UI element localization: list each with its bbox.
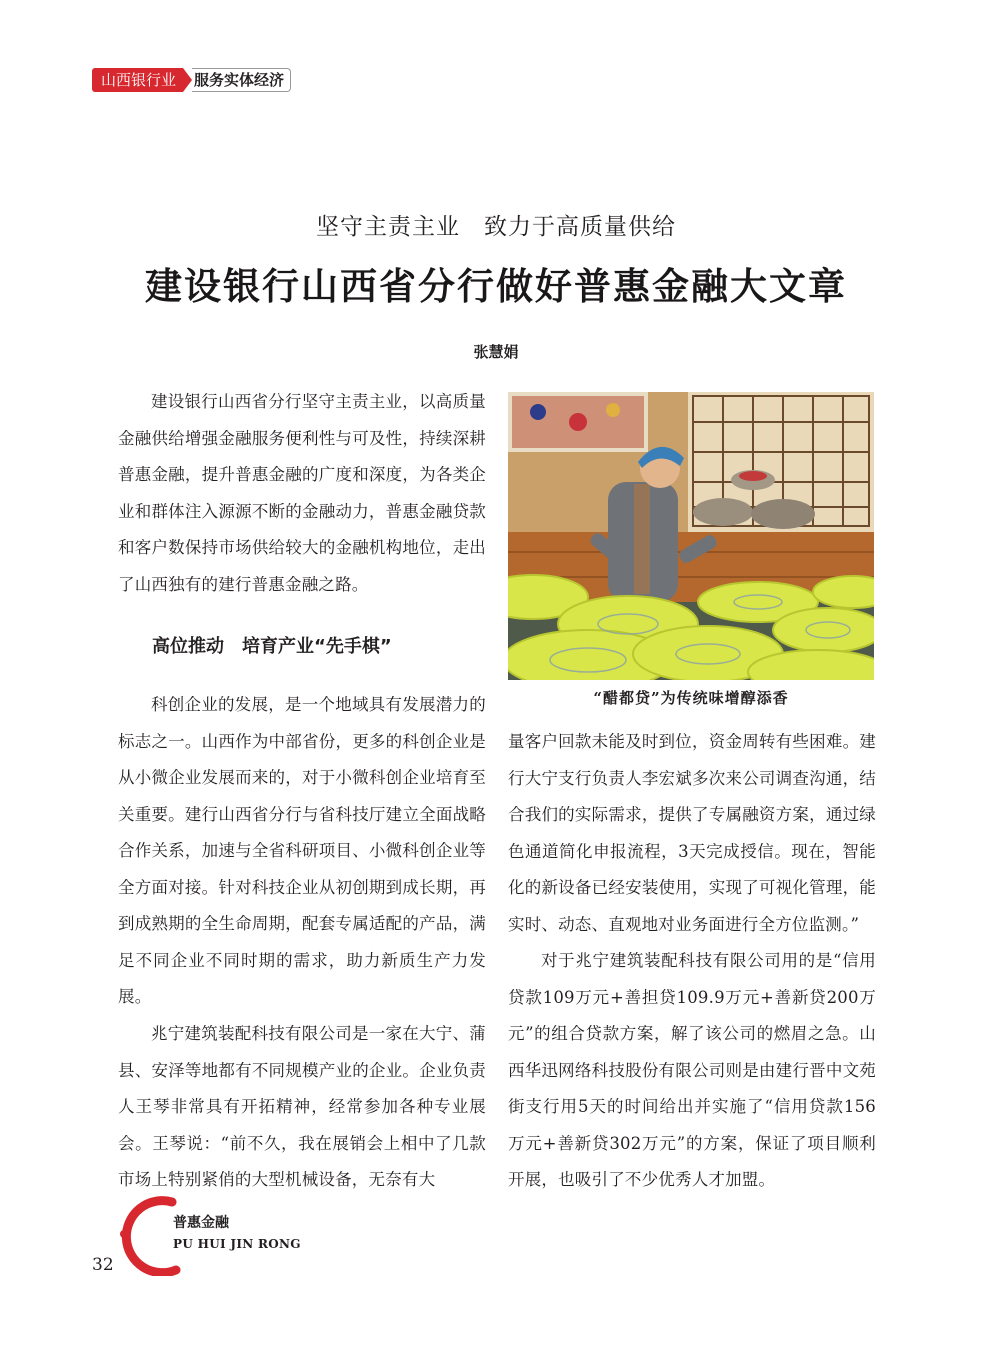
intro-paragraph: 建设银行山西省分行坚守主责主业，以高质量金融供给增强金融服务便利性与可及性，持续深耕普惠金融，提升普惠金融的广度和深度，为各类企业和群体注入源源不断的金融动力，普惠金融贷款和客户数保持市场供给较大的金融机构地位，走出了山西独有的建行普惠金融之路。 [118, 392, 486, 594]
article-author: 张慧娟 [473, 343, 519, 361]
article-title: 建设银行山西省分行做好普惠金融大文章 [145, 264, 847, 308]
body-paragraph-3: 量客户回款未能及时到位，资金周转有些困难。建行大宁支行负责人李宏斌多次来公司调查沟通，结合我们的实际需求，提供了专属融资方案，通过绿色通道简化申报流程，3天完成授信。现在，智能化的新设备已经安装使用，实现了可视化管理，能实时、动态、直观地对业务面进行全方位监测。” [508, 732, 876, 934]
body-paragraph-2: 兆宁建筑装配科技有限公司是一家在大宁、蒲县、安泽等地都有不同规模产业的企业。企业负责人王琴非常具有开拓精神，经常参加各种专业展会。王琴说：“前不久，我在展销会上相中了几款市场上特别紧俏的大型机械设备，无奈有大 [118, 1024, 486, 1189]
body-paragraph-4: 对于兆宁建筑装配科技有限公司用的是“信用贷款109万元+善担贷109.9万元+善新贷200万元”的组合贷款方案，解了该公司的燃眉之急。山西华迅网络科技股份有限公司则是由建行晋中文苑街支行用5天的时间给出并实施了“信用贷款156万元+善新贷302万元”的方案，保证了项目顺利开展，也吸引了不少优秀人才加盟。 [508, 951, 876, 1189]
column-name: 普惠金融 [173, 1215, 229, 1231]
article-subtitle: 坚守主责主业 致力于高质量供给 [316, 214, 676, 240]
column-name-pinyin: PU HUI JIN RONG [173, 1237, 301, 1251]
photo-caption: “醋都贷”为传统味增醇添香 [593, 689, 789, 707]
body-paragraph-1: 科创企业的发展，是一个地域具有发展潜力的标志之一。山西作为中部省份，更多的科创企业是从小微企业发展而来的，对于小微科创企业培育至关重要。建行山西省分行与省科技厅建立全面战略合作关系，加速与全省科研项目、小微科创企业等全方面对接。针对科技企业从初创期到成长期，再到成熟期的全生命周期，配套专属适配的产品，满足不同企业不同时期的需求，助力新质生产力发展。 [118, 695, 486, 1006]
section-tag [92, 68, 291, 92]
section-tag-arrow-icon [183, 68, 192, 92]
page-number: 32 [92, 1255, 114, 1275]
article-photo [508, 392, 874, 680]
photo-vinegar-workshop [508, 392, 874, 680]
section-tag-primary: 山西银行业 [92, 68, 183, 92]
section-tag-secondary: 服务实体经济 [192, 68, 291, 92]
column-logo-icon [112, 1196, 212, 1276]
section-heading: 高位推动 培育产业“先手棋” [152, 636, 392, 657]
